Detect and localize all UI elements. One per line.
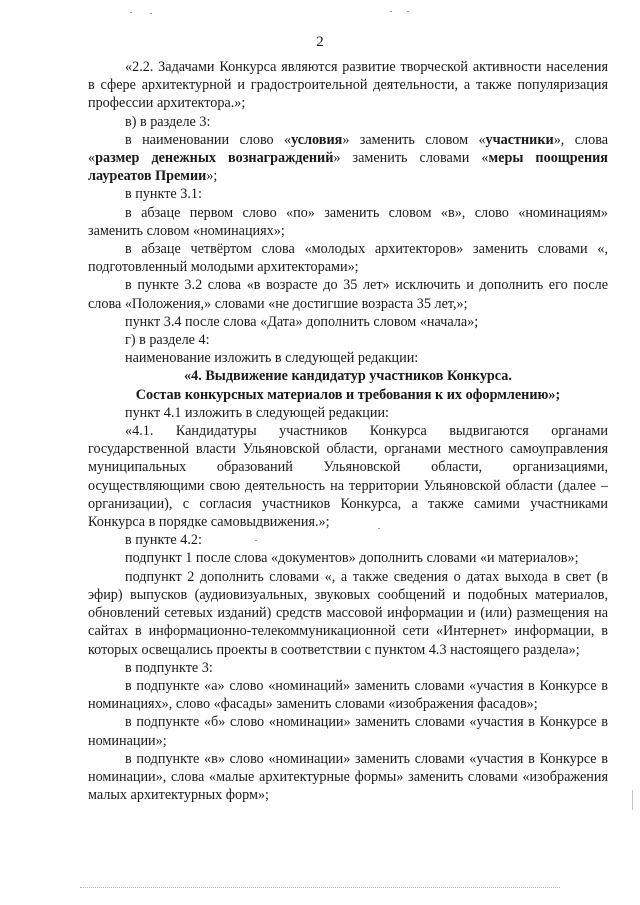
paragraph <box>88 549 608 567</box>
scan-speck <box>378 528 380 529</box>
scan-speck <box>255 540 257 541</box>
paragraph <box>88 677 608 713</box>
text-run: «4. Выдвижение кандидатур участников Конкурса. <box>184 368 512 385</box>
paragraph <box>88 240 608 276</box>
paragraph <box>88 113 608 131</box>
section-heading <box>88 367 608 385</box>
paragraph <box>88 204 608 240</box>
paragraph <box>88 58 608 113</box>
paragraph <box>88 185 608 203</box>
scan-footer-line <box>80 887 560 889</box>
text-run: в абзаце первом слово «по» заменить словом «в», слово «номинациям» заменить словом «номинациях»; <box>88 204 608 239</box>
bold-text: Состав конкурсных материалов и требования к их оформлению <box>135 386 549 403</box>
paragraph <box>88 568 608 659</box>
bold-text: меры поощрения лауреатов Премии <box>88 150 608 185</box>
paragraph <box>88 276 608 312</box>
text-run: подпункт 1 после слова «документов» дополнить словами «и материалов»; <box>125 550 579 567</box>
section-heading <box>88 386 608 404</box>
paragraph <box>88 131 608 186</box>
paragraph <box>88 404 608 422</box>
text-run: подпункт 2 дополнить словами «, а также сведения о датах выхода в свет (в эфир) выпусков (аудиовизуальных, звуковых сообщений и подобных материалов, обновлений сетевых изданий) средств массовой информации и (или) размещения на сайтах в информационно-телекоммуникационной сети «Интернет» информации, в которых освещались проекты в соответствии с пунктом 4.3 настоящего раздела»; <box>88 568 608 658</box>
scan-speck <box>407 11 409 12</box>
bold-text: размер денежных вознаграждений <box>95 150 334 167</box>
text-run: », слова « <box>88 131 609 167</box>
scan-speck <box>130 12 132 13</box>
text-run: пункт 3.4 после слова «Дата» дополнить словом «начала»; <box>125 313 479 330</box>
text-run: в пункте 4.2: <box>125 532 202 549</box>
text-run: наименование изложить в следующей редакции: <box>125 350 419 367</box>
bold-text: участники <box>485 131 554 148</box>
paragraph <box>88 313 608 331</box>
text-run: пункт 4.1 изложить в следующей редакции: <box>125 404 389 421</box>
text-run: «4.1. Кандидатуры участников Конкурса выдвигаются органами государственной власти Ульяновской области, органами местного самоуправления муниципальных образований Ульяновской области, организациями, осуществляющими свою деятельность на территории Ульяновской области (далее – организации), с согласия участников Конкурса, а также самими участниками Конкурса в порядке самовыдвижения.»; <box>88 423 608 531</box>
text-run: в пункте 3.1: <box>125 186 202 203</box>
text-run: »; <box>206 168 218 185</box>
bold-text: условия <box>291 131 343 148</box>
text-run: » заменить словами « <box>333 150 489 167</box>
scan-speck <box>150 13 152 14</box>
text-run: в подпункте «б» слово «номинации» заменить словами «участия в Конкурсе в номинации»; <box>88 714 608 749</box>
text-run: г) в разделе 4: <box>125 332 210 349</box>
text-run: в подпункте «а» слово «номинаций» заменить словами «участия в Конкурсе в номинациях», слово «фасады» заменить словами «изображения фасадов»; <box>88 677 608 713</box>
text-run: в пункте 3.2 слова «в возрасте до 35 лет» исключить и дополнить его после слова «Положения,» словами «не достигшие возраста 35 лет,»; <box>88 277 608 312</box>
page-number: 2 <box>316 34 324 50</box>
text-run: » заменить словом « <box>342 131 486 148</box>
text-run: в) в разделе 3: <box>125 113 211 130</box>
text-run: в подпункте «в» слово «номинации» заменить словами «участия в Конкурсе в номинации», слова «малые архитектурные формы» заменить словами «изображения малых архитектурных форм»; <box>88 750 608 804</box>
text-run: в наименовании слово « <box>125 131 292 148</box>
text-run: «2.2. Задачами Конкурса являются развитие творческой активности населения в сфере архитектурной и градостроительной деятельности, а также популяризация профессии архитектора.»; <box>88 59 608 112</box>
scan-speck <box>390 11 392 12</box>
paragraph <box>88 713 608 749</box>
paragraph <box>88 659 608 677</box>
document-body <box>88 58 608 804</box>
paragraph <box>88 349 608 367</box>
text-run: в подпункте 3: <box>125 659 213 676</box>
paragraph <box>88 531 608 549</box>
paragraph <box>88 422 608 531</box>
text-run: в абзаце четвёртом слова «молодых архитекторов» заменить словами «, подготовленный молодыми архитекторами»; <box>88 241 608 276</box>
text-run: »; <box>548 386 561 403</box>
paragraph <box>88 750 608 805</box>
scan-edge-mark <box>632 790 633 810</box>
paragraph <box>88 331 608 349</box>
